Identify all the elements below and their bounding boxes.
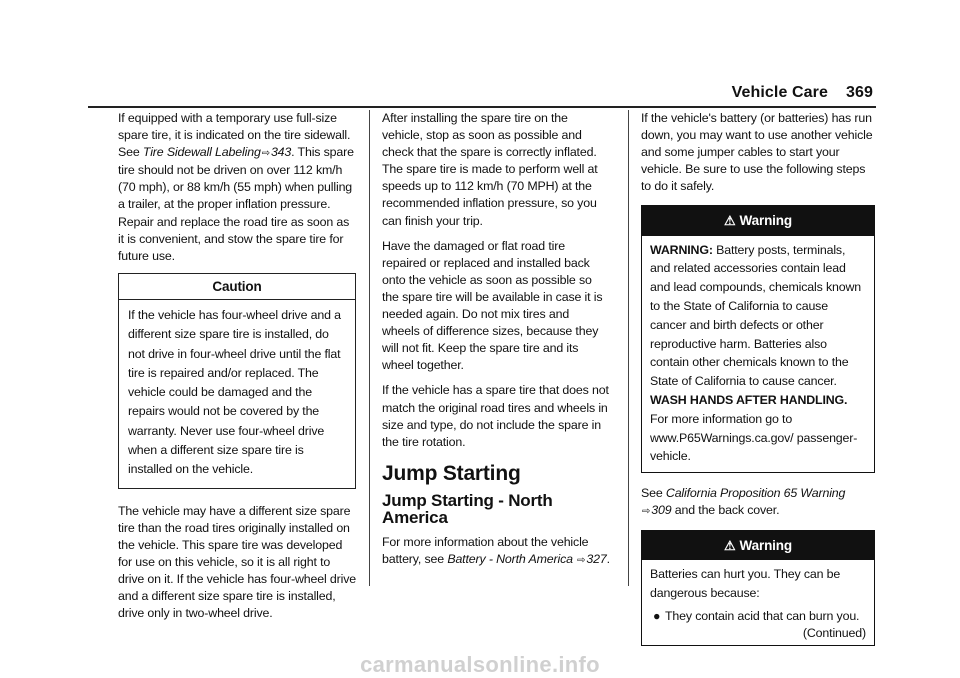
warning-title: Warning <box>739 538 792 554</box>
bullet-item <box>650 607 866 626</box>
spare-tire-paragraph <box>118 110 356 265</box>
warning-triangle-icon: ⚠ <box>724 213 736 229</box>
page-ref-icon: ⇨ <box>642 506 651 518</box>
header-rule <box>88 106 876 108</box>
repair-paragraph: Have the damaged or flat road tire repaired or replaced and installed back onto the vehicle as soon as possible so the spare tire will be available in case it is needed again. Do not mix tires and wheels of difference sizes, because they will not fit. Keep the spare tire and its wheel together. <box>382 238 603 373</box>
caution-title: Caution <box>119 274 355 300</box>
after-installing-paragraph: After installing the spare tire on the vehicle, stop as soon as possible and check that the spare is correctly inflated. The spare tire is made to perform well at speeds up to 112 km/h (70 MPH) at the recommended inflation pressure, so you can finish your trip. <box>382 111 598 228</box>
watermark: carmanualsonline.info <box>360 652 600 677</box>
wash-hands-text: WASH HANDS AFTER HANDLING. <box>650 392 848 407</box>
page-number: 369 <box>846 84 873 101</box>
column-divider-1 <box>369 110 370 586</box>
bullet-icon: ● <box>653 609 661 623</box>
warning-box-prop65 <box>641 205 875 473</box>
text: If equipped with a temporary use full-size spare tire, it is indicated on the tire sidewall. See <box>118 111 351 160</box>
text: and the back cover. <box>671 503 780 518</box>
caution-box <box>118 273 356 489</box>
xref-page[interactable]: 309 <box>651 503 672 518</box>
xref-link[interactable]: Battery - North America <box>447 552 573 567</box>
text: See <box>641 486 666 501</box>
section-heading: Jump Starting <box>382 461 521 485</box>
section-title: Vehicle Care <box>731 84 828 101</box>
battery-rundown-paragraph: If the vehicle's battery (or batteries) has run down, you may want to use another vehicle and some jumper cables to start your vehicle. Be sure to use the following steps to do it safely. <box>641 111 873 194</box>
text: Battery posts, terminals, and related accessories contain lead and lead compounds, chemicals known to the State of California to cause cancer and birth defects or other reproductive harm. Batteries also contain other chemicals known to the State of California to cause cancer. <box>650 242 862 389</box>
page-ref-icon: ⇨ <box>261 148 270 160</box>
warning-text: Batteries can hurt you. They can be dangerous because: <box>650 567 841 601</box>
xref-link[interactable]: Tire Sidewall Labeling <box>142 145 261 160</box>
battery-info-paragraph <box>382 534 610 569</box>
different-size-paragraph: The vehicle may have a different size spare tire than the road tires originally installed on the vehicle. This spare tire was developed for use on this vehicle, so it is all right to drive on it. If the vehicle has four-wheel drive and a different size spare tire is installed, drive only in two-wheel drive. <box>118 503 356 621</box>
column-divider-2 <box>628 110 629 586</box>
see-prop65-paragraph <box>641 485 875 520</box>
bullet-text: They contain acid that can burn you. <box>665 609 860 623</box>
continued-label: (Continued) <box>802 625 866 640</box>
warning-title-bar <box>642 531 874 560</box>
column-1 <box>118 110 356 630</box>
text: For more information about the vehicle battery, see <box>382 535 589 567</box>
running-header <box>732 84 873 102</box>
column-3 <box>641 110 875 658</box>
column-2 <box>382 110 610 577</box>
xref-link[interactable]: California Proposition 65 Warning <box>665 486 846 501</box>
caution-text: If the vehicle has four-wheel drive and a different size spare tire is installed, do not drive in four-wheel drive until the flat tire is repaired and/or replaced. The vehicle could be damaged and the repairs would not be covered by the warranty. Never use four-wheel drive when a different size spare tire is installed on the vehicle. <box>128 307 341 477</box>
text: For more information go to www.P65Warnings.ca.gov/ passenger-vehicle. <box>650 411 858 464</box>
warning-body <box>642 560 874 644</box>
rotation-paragraph: If the vehicle has a spare tire that does not match the original road tires and wheels in size and type, do not include the spare in the tire rotation. <box>382 383 609 449</box>
xref-page[interactable]: 343 <box>270 145 292 160</box>
warning-triangle-icon: ⚠ <box>724 538 736 554</box>
warning-box-batteries <box>641 530 875 645</box>
warning-title: Warning <box>739 213 792 229</box>
warning-title-bar <box>642 206 874 235</box>
text: . <box>606 552 610 567</box>
page-ref-icon: ⇨ <box>577 555 586 567</box>
warning-label: WARNING: <box>650 242 713 257</box>
text: . This spare tire should not be driven on over 112 km/h (70 mph), or 88 km/h (55 mph) when pulling a trailer, at the proper inflation pressure. Repair and replace the road tire as soon as it is convenient, and stow the spare tire for future use. <box>118 145 354 263</box>
xref-page[interactable]: 327 <box>586 552 607 567</box>
subsection-heading: Jump Starting - North America <box>382 490 553 527</box>
warning-body <box>642 236 874 473</box>
